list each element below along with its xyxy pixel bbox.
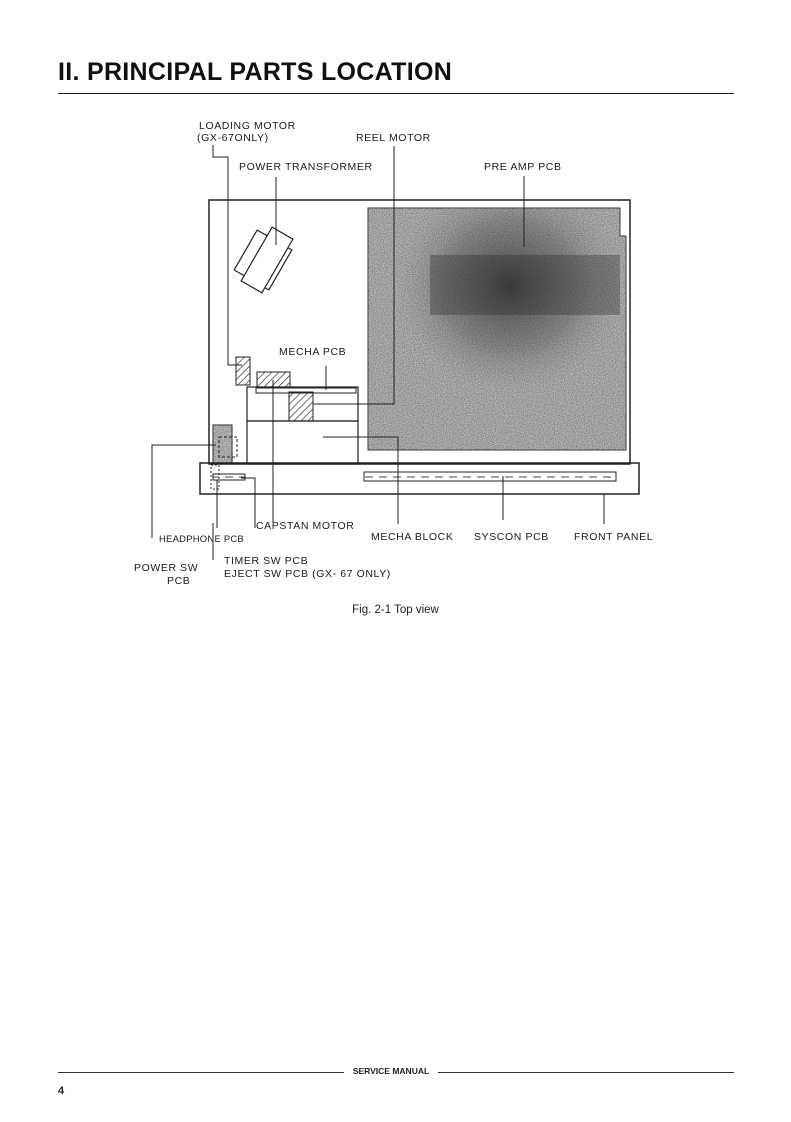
power-transformer-shape	[234, 227, 293, 293]
footer-rule-right	[438, 1072, 734, 1073]
label-mecha-pcb: MECHA PCB	[279, 346, 347, 358]
syscon-pcb-shape	[364, 472, 616, 481]
timer-sw-pcb-shape	[213, 474, 245, 480]
page-number: 4	[58, 1085, 65, 1097]
label-power-sw-pcb: PCB	[167, 575, 191, 587]
page-title: II. PRINCIPAL PARTS LOCATION	[58, 58, 453, 86]
label-syscon-pcb: SYSCON PCB	[474, 531, 549, 543]
pre-amp-pcb-board	[368, 208, 626, 450]
reel-motor-shape	[289, 392, 313, 421]
label-front-panel: FRONT PANEL	[574, 531, 654, 543]
label-timer-sw-pcb: TIMER SW PCB	[224, 555, 309, 567]
figure-caption: Fig. 2-1 Top view	[352, 604, 439, 616]
label-loading-motor-note: (GX-67ONLY)	[197, 132, 269, 144]
label-eject-sw-pcb: EJECT SW PCB (GX- 67 ONLY)	[224, 568, 391, 580]
label-power-sw: POWER SW	[134, 562, 199, 574]
headphone-pcb-shape	[213, 425, 237, 463]
footer-text: SERVICE MANUAL	[352, 1066, 430, 1076]
footer-rule-left	[58, 1072, 344, 1073]
label-mecha-block: MECHA BLOCK	[371, 531, 454, 543]
label-headphone-pcb: HEADPHONE PCB	[159, 534, 244, 545]
mecha-block-outline	[247, 421, 358, 464]
label-loading-motor: LOADING MOTOR	[199, 120, 296, 132]
label-capstan-motor: CAPSTAN MOTOR	[256, 520, 355, 532]
label-power-transformer: POWER TRANSFORMER	[239, 161, 373, 173]
loading-motor-shape	[236, 357, 250, 385]
label-reel-motor: REEL MOTOR	[356, 132, 431, 144]
label-pre-amp-pcb: PRE AMP PCB	[484, 161, 562, 173]
